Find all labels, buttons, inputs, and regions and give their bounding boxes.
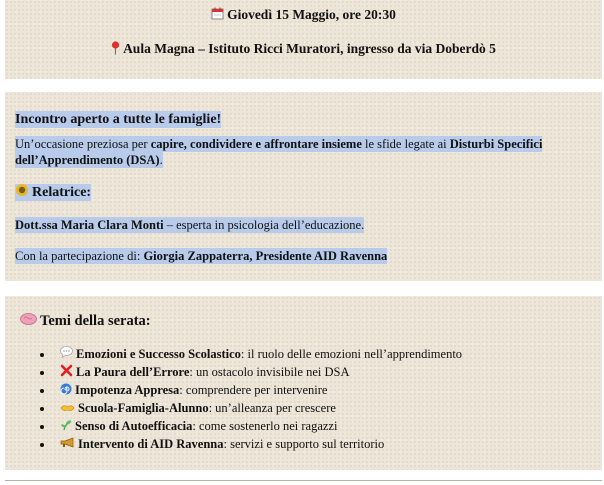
divider (5, 480, 602, 481)
participant-name: Giorgia Zappaterra, Presidente AID Ravenna (143, 249, 388, 263)
intro-paragraph-line-2: dell’Apprendimento (DSA). (15, 153, 163, 167)
list-item: Intervento di AID Ravenna: servizi e supporto sul territorio (40, 436, 462, 454)
speaker-line (15, 217, 364, 234)
event-date-time: Giovedì 15 Maggio, ore 20:30 (227, 7, 396, 22)
event-date-line (5, 7, 602, 24)
event-location: Aula Magna – Istituto Ricci Muratori, ingresso da via Doberdò 5 (123, 41, 496, 57)
speaker-heading (15, 183, 91, 202)
list-item: La Paura dell’Errore: un ostacolo invisibile nei DSA (40, 364, 462, 383)
seedling-icon (60, 419, 72, 437)
speech-bubble-icon (60, 346, 73, 364)
list-item: Emozioni e Successo Scolastico: il ruolo delle emozioni nell’apprendimento (40, 346, 462, 364)
speaker-name: Dott.ssa Maria Clara Monti (15, 218, 164, 232)
intro-paragraph-line-1: Un’occasione preziosa per capire, condividere e affrontare insieme le sfide legate ai Disturbi Specifici (15, 137, 543, 151)
speaker-heading-text: Relatrice: (32, 184, 92, 200)
topics-heading (20, 313, 151, 330)
topics-list (40, 346, 462, 454)
handshake-icon (60, 401, 75, 419)
participation-line: Con la partecipazione di: Giorgia Zappaterra, Presidente AID Ravenna (15, 249, 388, 263)
event-info-panel (5, 0, 602, 79)
speaker-description: – esperta in psicologia dell’educazione. (163, 218, 365, 232)
sunflower-icon (15, 183, 29, 202)
cross-mark-icon (60, 364, 73, 383)
meeting-heading: Incontro aperto a tutte le famiglie! (15, 112, 222, 127)
megaphone-icon (60, 436, 75, 454)
calendar-icon (211, 7, 224, 24)
spiral-icon (60, 383, 72, 401)
pin-icon (111, 41, 120, 59)
brain-icon (20, 313, 37, 330)
list-item: Impotenza Appresa: comprendere per intervenire (40, 382, 462, 400)
list-item: Senso di Autoefficacia: come sostenerlo nei ragazzi (40, 418, 462, 436)
topics-heading-text: Temi della serata: (40, 313, 151, 329)
event-location-line (5, 41, 602, 59)
list-item: Scuola-Famiglia-Alunno: un’alleanza per crescere (40, 400, 462, 418)
